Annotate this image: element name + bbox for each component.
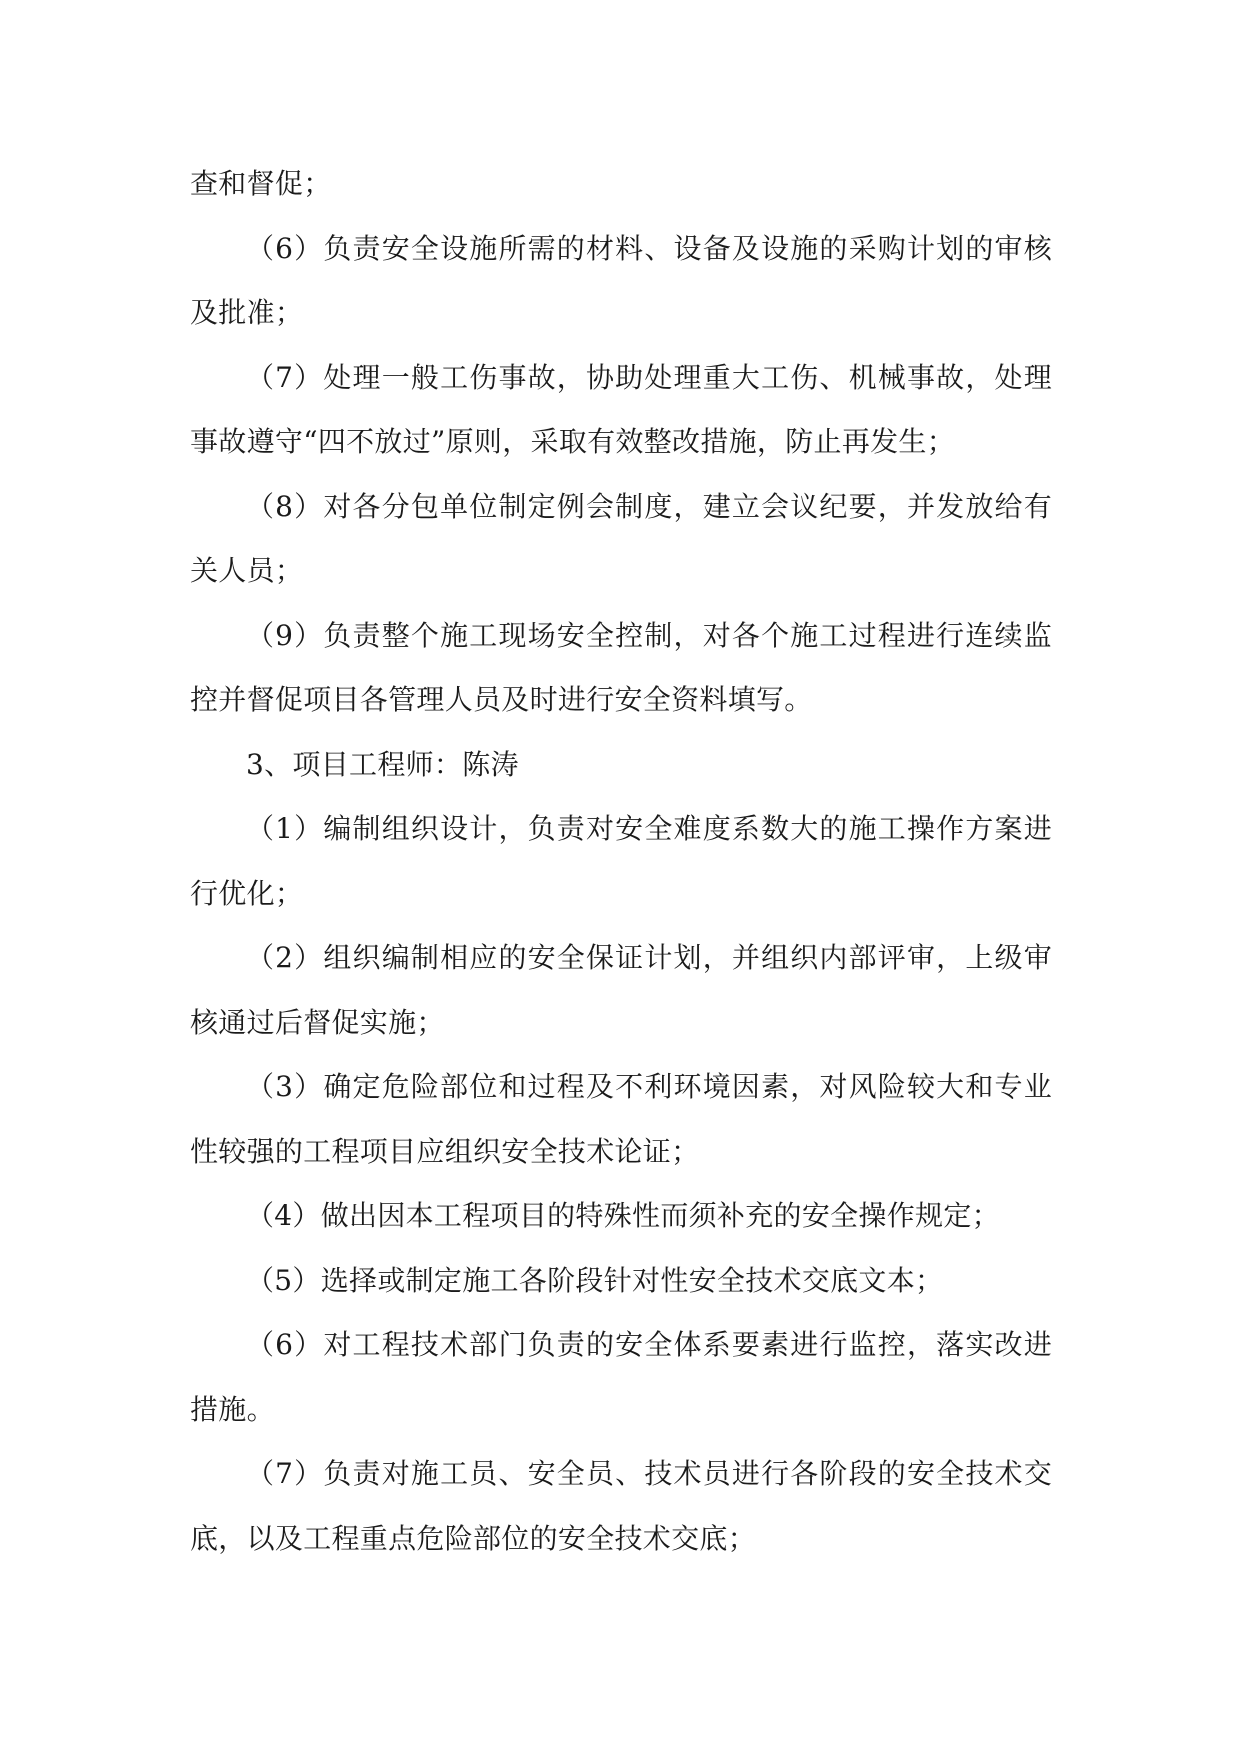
paragraph-item-4-rules: （4）做出因本工程项目的特殊性而须补充的安全操作规定；	[246, 1199, 1000, 1232]
paragraph-item-3-risk: （3）确定危险部位和过程及不利环境因素，对风险较大和专业性较强的工程项目应组织安全技术论证；	[190, 1070, 1052, 1168]
document-body	[190, 152, 1052, 1571]
section-heading-project-engineer: 3、项目工程师：陈涛	[246, 747, 519, 781]
paragraph-item-9-site-control: （9）负责整个施工现场安全控制，对各个施工过程进行连续监控并督促项目各管理人员及时进行安全资料填写。	[190, 618, 1052, 716]
paragraph-continuation: 查和督促；	[190, 167, 332, 200]
paragraph-item-1-design: （1）编制组织设计，负责对安全难度系数大的施工操作方案进行优化；	[190, 812, 1052, 910]
paragraph-item-8-meetings: （8）对各分包单位制定例会制度，建立会议纪要，并发放给有关人员；	[190, 489, 1052, 587]
paragraph-item-7-accidents: （7）处理一般工伤事故，协助处理重大工伤、机械事故，处理事故遵守“四不放过”原则，采取有效整改措施，防止再发生；	[190, 360, 1052, 458]
paragraph-item-2-plan: （2）组织编制相应的安全保证计划，并组织内部评审，上级审核通过后督促实施；	[190, 941, 1052, 1039]
paragraph-item-5-briefing-text: （5）选择或制定施工各阶段针对性安全技术交底文本；	[246, 1263, 944, 1297]
paragraph-item-6-procurement: （6）负责安全设施所需的材料、设备及设施的采购计划的审核及批准；	[190, 231, 1052, 329]
paragraph-item-7-briefing: （7）负责对施工员、安全员、技术员进行各阶段的安全技术交底，以及工程重点危险部位的安全技术交底；	[190, 1457, 1052, 1555]
paragraph-item-6-monitoring: （6）对工程技术部门负责的安全体系要素进行监控，落实改进措施。	[190, 1328, 1052, 1426]
